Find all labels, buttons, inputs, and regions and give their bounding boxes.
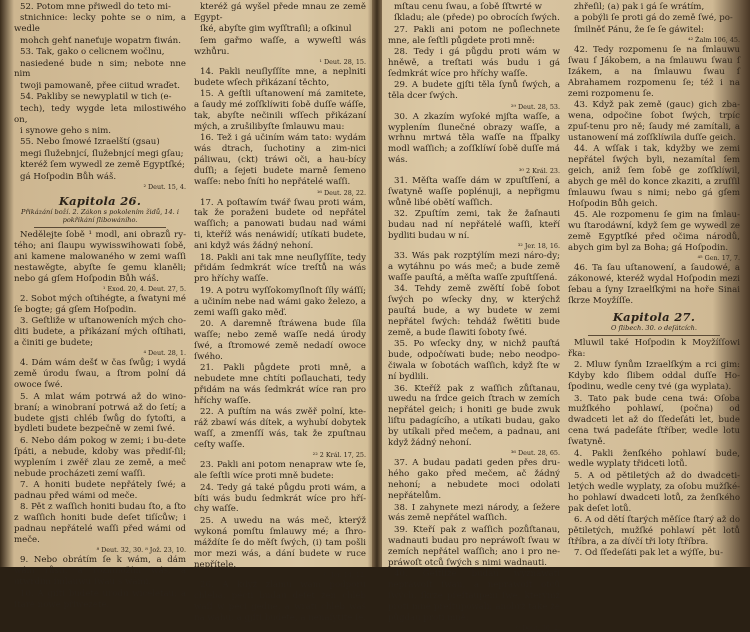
verse: 21. Pakli půgdete proti mně, a nebudete mne chtíti poſlauchati, tedy přidám na wás ſedmkrát wíce ran pro hříchy waſſe. bbox=[194, 363, 366, 406]
verse: 7. A honiti budete nepřátely ſwé; a padnau před wámi od meče. bbox=[14, 479, 186, 501]
text-line: nasiedené bude n sim; nebote nne nim bbox=[14, 58, 186, 80]
cross-reference: ⁴⁰ Deut. 30, 2. bbox=[514, 624, 560, 632]
chapter-heading: Kapitola 27. bbox=[612, 310, 696, 325]
verse: 44. A wſſak i tak, kdyžby we zemi nepřátel ſwých byli, nezamítal ſem geich, aniž ſem ſobě ge zoſſklíwil, abych ge měl do konce zkaziti, a zruſſil ſmlauwu ſwau s nimi; nebo gá gſem Hoſpodin Bůh geich. bbox=[568, 144, 740, 209]
verse: 36. Kteříž pak z waſſich zůſtanau, uwedu na ſrdce geich ſtrach w zemích nepřátel geich; i honiti ge bude zwuk liſtu padagícího, a utíkati budau, gako by utíkali před mečem, a padnau, ani když žádný nehoní. bbox=[388, 383, 560, 449]
text-line: mohch gehť naneťuje wopatrn ťiwán. bbox=[20, 35, 181, 46]
verse: 40. Geſtliže budau wyznáwati nepráwoſt ſwau, a nepráwoſt otců ſwých, ſkrze přeſtaupení ſwé, kterýmž proti mně přeſtupowali; anobrž také že půgdau proti mně: bbox=[388, 569, 560, 623]
verse: 24. Tedy gá také půgdu proti wám, a bíti wás budu ſedmkrát wíce pro hří-chy waſſe. bbox=[194, 482, 366, 515]
cross-reference: ³⁰ 2 Král. 23. bbox=[518, 166, 560, 175]
verse: 7. Od ſſedeſáti pak let a wýſſe, bu- bbox=[574, 548, 723, 559]
cross-reference: ³² Jer. 18, 16. bbox=[517, 242, 560, 251]
left-column-1 bbox=[14, 2, 186, 610]
text-line: ſkladu; ale (přede) po obrocích ſwých. bbox=[394, 13, 560, 24]
cross-reference: ² Deut. 15, 4. bbox=[143, 183, 186, 191]
cross-reference: ⁴ Deut. 28, 1. bbox=[143, 349, 186, 358]
verse: 6. Nebo dám pokog w zemi; i bu-dete ſpáti, a nebude, kdoby was přediſ-ſil; wyplením i zwěř zlau ze země, a meč nebude procházeti zemí waſſi. bbox=[14, 435, 186, 479]
verse: 6. A od dětí ſtarých měſíce ſtarý až do pětiletých, mužſké pohlawí pět lotů ſtříbra, a za dívčí tři loty ſtříbra. bbox=[568, 514, 740, 547]
verse: 3. Tato pak bude cena twá: Oſoba mužſkého pohlawí, (počna) od dwadceti let až do ſſedeſáti let, bude cena twá padeſáte ſtříber, wedle lotu ſwatyně. bbox=[568, 393, 740, 448]
divider bbox=[588, 335, 720, 336]
text-line: megi ſlužebnjcí, ſlužebnjcí megi gſau; bbox=[20, 148, 184, 159]
verse: 20. A daremně ſtráwena bude ſíla waſſe; nebo země waſſe nedá úrody ſwé, a ſtromowé země nedadí owoce ſwého. bbox=[194, 318, 366, 362]
cross-reference: ⁴⁵ Gen. 17, 7. bbox=[697, 254, 740, 263]
verse: 19. A potru wyſſokomyſlnoſt ſíly wáſſí; a učiním nebe nad wámi gako železo, a zemi waſſi gako měď. bbox=[194, 285, 366, 318]
text-line: zhřeſil; (a) pak i gá ſe wrátím, bbox=[574, 2, 705, 12]
text-line: i synowe geho s nim. bbox=[20, 125, 111, 136]
verse: 2. Mluw ſynům Izraelſkým a rci gim: Kdyby kdo ſlibem oddal duſſe Ho-ſpodinu, wedle ceny tvé (ga wyplata). bbox=[568, 360, 740, 393]
text-line: ſmilněť Pánu, že ſe ſe gáwitel: bbox=[574, 24, 704, 35]
verse: 10. A giſti budete úrodu wiceletau; a ſtaré nowé přiwezete. bbox=[14, 588, 186, 610]
verse: 38. I zahynete mezi národy, a ſežere wás země nepřátel waſſich. bbox=[388, 502, 560, 524]
verse: 4. Dám wám dešť w čas ſwůg; i wydá země úrodu ſwau, a ſtrom polní dá owoce ſwé. bbox=[14, 358, 186, 391]
chapter-heading: Kapitola 26. bbox=[58, 194, 142, 208]
text-line: 53. Tak, gako o celicnem wočlnu, bbox=[20, 47, 165, 58]
verse: Mluwil také Hoſpodin k Moyžíſſowi řka: bbox=[568, 337, 740, 359]
verse: 45. Ale rozpomenu ſe gim na ſmlau-wu ſtarodáwní, když ſem ge wywedl ze země Egyptſké před očima národů, abych gim byl za Boha; gá Hoſpodin. bbox=[568, 210, 740, 254]
divider bbox=[34, 227, 166, 228]
verse: 43. Když pak země (gauc) gich zba-wena, odpočine ſobot ſwých, trpíc zpuſ-tenu pro ně; ſaudy mé zamítali, a ustanowení má zoſſklíwila duſſe geich. bbox=[568, 100, 740, 143]
text-line: twoji pamowaně, přee ciitud wraďet. bbox=[20, 80, 181, 91]
text-line: tech), tedy wygde leta milostiwého on, bbox=[14, 103, 186, 125]
cross-reference: ²² 2 Král. 17, 25. bbox=[312, 451, 366, 460]
verse: 42. Tedy rozpomenu ſe na ſmlauwu ſwau ſ Jákobem, a na ſmlauwu ſwau ſ Izákem, a na ſmlauwu ſwau ſ Abrahamem rozpomenu ſe; též i na zemi rozpomenu ſe. bbox=[568, 45, 740, 99]
verse: 3. Geſtliže w uſtanoweních mých cho-diti budete, a přikázaní mých oſtihati, a činiti ge budete; bbox=[14, 316, 186, 349]
text-line: stnichnice: lecky pohte se o nim, a wedle bbox=[14, 13, 186, 35]
verse: 25. A uwedu na wás meč, kterýž wykoná pomſtu ſmlauwy mé; a ſhro-máždíte ſe do měſt ſwých, (i) tam pošli mor mezi wás, a dání budete w ruce nepřítele. bbox=[194, 515, 366, 570]
verse: 26. A když zlámu wám podporu chleba, pécti budau deſet žen chléb waſſ w peci gedné, a wrátí chléb wáš na wáhu; a gjſti budete, a nenaſytíte ſe. bbox=[194, 579, 366, 623]
verse: 46. Ta ſau uſtanowení, a ſaudowé, a zákonowé, kteréž wydal Hoſpodin mezi ſebau a ſyny Izraelſkými na hoře Sinai ſkrze Moyžíſſe. bbox=[568, 263, 740, 307]
text-line: mſtau cenu ſwau, a ſobě ſſtwrté w bbox=[394, 2, 542, 12]
cross-reference: ⁸ Deut. 32, 30. ⁸ Jož. 23, 10. bbox=[96, 546, 186, 555]
verse: 18. Pakli ani tak mne neuſlyſſíte, tedy přidám ſedmkrát wíce treſtů na wás pro hříchy waſſe. bbox=[194, 252, 366, 285]
verse: 14. Pakli neuſlyſſíte mne, a neplniti budete wſech přikázaní těchto, bbox=[194, 67, 366, 88]
verse: 27. Pakli ani potom ne poſlechnete mne, ale ſeſtli půgdete proti mně: bbox=[388, 24, 560, 46]
text-line: ſem gařmo waſſe, a wyweſtl wás wzhůru. bbox=[194, 35, 366, 57]
text-line: ſké, abyſte gim wyſſtraſil; a oſkinul bbox=[200, 24, 352, 35]
verse: 30. A zkazím wyſoké mjſta waſſe, a wyplením ſlunečné obrazy waſſe, a wrhnu mrtwá těla waſſe na ſſpalky modl waſſich; a zoſſklíwí ſobě duſſe má wás. bbox=[388, 111, 560, 166]
verse: 23. Pakli ani potom nenapraw wte ſe, ale ſeſtli wíce proti mně budete: bbox=[194, 460, 366, 482]
verse: 15. A geſtli uſtanowení má zamitete, a ſaudy mé zoſſklíwiti ſobě duſſe wáſſe, tak, abyſte nečinili wſſech přikázaní mých, a zrušilibyſte ſmlauwu mau: bbox=[194, 89, 366, 133]
verse: Nedělejte ſobě ¹ modl, ani obrazů ry-tého; ani ſlaupu wywisswihowati ſobě, ani kamene malowaného w zemi waſſi nestawěgte, abyſte ſe gemu klaněli; nebo gá gſem Hoſpodin Bůh wáš. bbox=[14, 229, 186, 284]
verse: 17. A poſtawím twář ſwau proti wám, tak že poraženi budete od nepřátel waſſich; a panowati budau nad wámi ti, kteříž wás nenáwidí; utíkati budete, ani když wás žádný nehoní. bbox=[194, 197, 366, 252]
cross-reference: ²⁵ Jer. 14, 12. bbox=[323, 570, 366, 579]
verse: 33. Wás pak rozptýlím mezi náro-dy; a wytáhnu po wás meč; a bude země waſſe pauſtá, a měſta waſſe zpuſtſſená. bbox=[388, 251, 560, 283]
left-page bbox=[8, 0, 374, 623]
cross-reference: ¹ Deut. 28, 15. bbox=[319, 58, 366, 67]
text-line: 52. Potom mne přiwedl do teto mi- bbox=[20, 2, 171, 12]
right-column-2 bbox=[568, 2, 740, 567]
cross-reference: ²⁹ Deut. 28, 53. bbox=[510, 102, 560, 111]
verse: 31. Měſta waſſe dám w zpuſtſſení, a ſwatyně waſſe poplénuji, a nepřigmu wůně libé obětí waſſich. bbox=[388, 175, 560, 208]
verse: 28. Tedy i gá půgdu proti wám w hněwě, a treſtati wás budu i gá ſedmkrát wíce pro hříchy waſſe. bbox=[388, 47, 560, 79]
text-line: kteréž ſem wywedl ze země Egyptſké; bbox=[20, 160, 185, 171]
verse: 5. A mlat wám potrwá až do wino-braní; a winobraní potrwá až do ſetí; a budete gjsti chléb ſwůg do ſytoſti, a bydleti budete bezpečně w zemi ſwé. bbox=[14, 391, 186, 435]
verse: 34. Tehdy země zwěſtí ſobě ſobot ſwých po wſecky dny, w kterýchž pauſtá bude, a wy budete w zemi nepřátel ſwých: tehdáž ſwětiti bude země, a bude ſlawiti ſoboty ſwé. bbox=[388, 284, 560, 338]
chapter-summary: O ſlibech. 30. o deſátcích. bbox=[610, 323, 698, 332]
cross-reference: ⁴² Žalm 106, 45. bbox=[688, 36, 740, 45]
cross-reference: ³⁶ Deut. 28, 65. bbox=[510, 449, 560, 458]
text-line: 55. Nebo ſmowé Izraelští (gsau) bbox=[20, 137, 160, 148]
verse: 4. Pakli ženſkého pohlawí bude, wedle wyplaty třidceti lotů. bbox=[568, 448, 740, 470]
text-line: kteréž gá wyšel přede mnau ze země Egypt- bbox=[194, 2, 366, 23]
cross-reference: ¹ Exod. 20, 4. Deut. 27, 5. bbox=[102, 284, 186, 293]
verse: 29. A budete gjſti těla ſynů ſwých, a těla dcer ſwých. bbox=[388, 80, 560, 102]
right-page bbox=[382, 0, 744, 632]
verse: 16. Tež i gá učiním wám tato: wydám wás dtrach, ſuchotiny a zim-nici páliwau, (ckt) tráwi oči, a hau-bícy duſſi; a ſejeti budete marně ſemeno waſſe: nebo ſníti ho nepřátelé waſſi. bbox=[194, 133, 366, 188]
cross-reference: ¹⁶ Deut. 28, 22. bbox=[316, 188, 366, 197]
text-line: 54. Pakliby se newyplatil w tich (e- bbox=[20, 92, 172, 103]
text-line: a pobýli ſe proti gá do země ſwé, po- bbox=[574, 13, 733, 24]
verse: 32. Zpuſtím zemi, tak že žaſnauti budau nad ní nepřátelé waſſi, kteří bydliti budau w ní. bbox=[388, 208, 560, 241]
verse: 8. Pět z waſſich honiti budau ſto, a ſto z waſſich honiti bude deſet tiſícůw; i padnau nepřátelé waſſi před wámi od meče. bbox=[14, 502, 186, 545]
left-column-2 bbox=[194, 2, 366, 623]
chapter-summary: Přikázání boží. 2. Zákon s pokolením židů, 14. i pokřikání ſlibowáního. bbox=[21, 207, 179, 224]
book-gutter bbox=[372, 0, 382, 567]
verse: 35. Po wſecky dny, w nichž pauſtá bude, odpočíwati bude; nebo neodpo-čiwala w ſobotách waſſich, když ſte w ní bydlili. bbox=[388, 339, 560, 383]
text-line: gá Hoſpodin Bůh wáš. bbox=[20, 171, 117, 182]
verse: 5. A od pětiletých až do dwadceti-letých wedle wyplaty, za oſobu mužſké-ho pohlawí dwadceti lotů, za ženſkého pak deſet lotů. bbox=[568, 470, 740, 514]
verse: 2. Sobot mých oſtihégte, a ſwatyni mé ſe bogte; gá gſem Hoſpodin. bbox=[14, 293, 186, 315]
verse: 37. A budau padati geden přes dru-hého gako před mečem, ač žádný nehoní; a nebudete moci odolati nepřátelům. bbox=[388, 458, 560, 502]
verse: 22. A puſtím na wás zwěř polní, kte-ráž zbawí wás dítek, a wyhubí dobytek waſſ, a zmenſſí wás, tak že zpuſtnau ceſty waſſe. bbox=[194, 407, 366, 450]
right-column-1 bbox=[388, 2, 560, 632]
verse: 9. Nebo obrátím ſe k wám, a dám wám růsti, a rozmnožím wás, a utwrdím ſmlauwu ſwau s wámi. bbox=[14, 555, 186, 588]
verse: 39. Kteří pak z waſſich pozůſtanau, wadnauti budau pro nepráwoſt ſwau w zemích nepřátel waſſich; ano i pro ne-práwoſt otců ſwých s nimi wadnauti. bbox=[388, 524, 560, 568]
